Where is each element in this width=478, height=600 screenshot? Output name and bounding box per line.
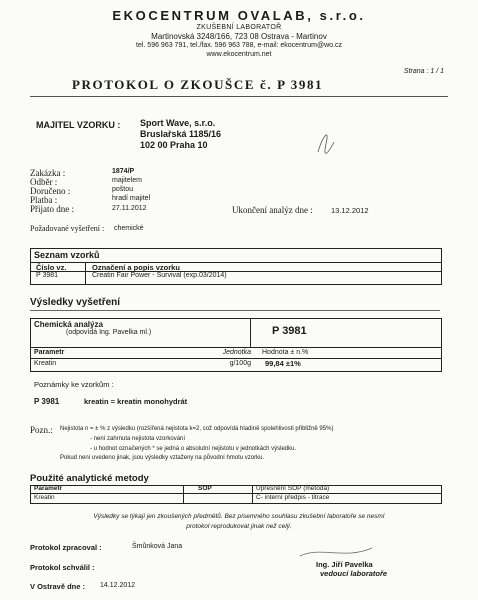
requested-label: Požadované vyšetření : xyxy=(30,224,105,233)
analysis-end-label: Ukončení analýz dne : xyxy=(232,205,313,215)
sample-col-number: Číslo vz. xyxy=(36,263,67,272)
results-value: 99,84 ±1% xyxy=(265,359,301,368)
owner-city: 102 00 Praha 10 xyxy=(140,140,208,150)
date-label: V Ostravě dne : xyxy=(30,582,86,591)
received-label: Přijato dne : xyxy=(30,204,74,214)
order-label: Zakázka : xyxy=(30,168,66,178)
results-col-unit: Jednotka xyxy=(222,349,251,356)
lab-name: ZKUŠEBNÍ LABORATOŘ xyxy=(196,24,282,31)
sample-row-id: P 3981 xyxy=(36,272,59,279)
protocol-title: PROTOKOL O ZKOUŠCE č. P 3981 xyxy=(72,77,324,92)
company-name: EKOCENTRUM OVALAB, s.r.o. xyxy=(112,8,366,23)
company-address: Martinovská 3248/166, 723 08 Ostrava - Martinov xyxy=(151,32,327,41)
date-value: 14.12.2012 xyxy=(100,582,136,589)
page-number: Strana : 1 / 1 xyxy=(403,68,444,75)
results-col-value: Hodnota ± n.% xyxy=(262,349,309,356)
results-col-parameter: Parametr xyxy=(34,349,65,356)
approver-role: vedoucí laboratoře xyxy=(320,569,388,578)
requested-value: chemické xyxy=(114,225,144,232)
order-value: 1874/P xyxy=(112,168,135,175)
signature-scribble xyxy=(300,548,372,556)
owner-street: Bruslařská 1185/16 xyxy=(140,129,222,139)
analysis-responsible: (odpovídá Ing. Pavelka ml.) xyxy=(66,329,152,336)
methods-title: Použité analytické metody xyxy=(30,473,149,484)
absolute-uncertainty-note: - u hodnot označených * se jedná o absolutní nejistotu v jednotkách výsledku. xyxy=(90,446,297,452)
methods-col-method: Upřesnění SOP (metoda) xyxy=(256,485,330,492)
approver-name: Ing. Jiří Pavelka xyxy=(316,560,373,569)
methods-method: C- interní předpis - titrace xyxy=(256,494,330,501)
sampling-uncertainty-note: - není zahrnuta nejistota vzorkování xyxy=(90,436,186,442)
results-unit: g/100g xyxy=(229,360,251,367)
prepared-by-name: Šmůnková Jana xyxy=(132,543,183,550)
disclaimer-line-1: Výsledky se týkají jen zkoušených předmětů. Bez písemného souhlasu zkušební laboratoře se nesmí xyxy=(93,513,385,520)
delivery-label: Doručeno : xyxy=(30,186,71,196)
note-text: kreatin = kreatin monohydrát xyxy=(84,397,188,406)
company-web: www.ekocentrum.net xyxy=(206,51,272,58)
approved-by-label: Protokol schválil : xyxy=(30,563,95,572)
uncertainty-note: Nejistota n = ± % z výsledku (rozšířená nejistota k=2, což odpovídá hladině spolehlivosti přibližně 95%) xyxy=(60,426,334,432)
methods-parameter: Kreatin xyxy=(34,494,55,501)
results-sample-id: P 3981 xyxy=(272,325,307,337)
analysis-end-value: 13.12.2012 xyxy=(331,206,369,215)
sample-col-description: Označení a popis vzorku xyxy=(92,263,180,272)
sample-notes-label: Poznámky ke vzorkům : xyxy=(34,380,114,389)
company-contact: tel. 596 963 791, tel./fax. 596 963 788, e-mail: ekocentrum@wo.cz xyxy=(136,42,342,49)
pozn-label: Pozn.: xyxy=(30,425,53,435)
original-mass-note: Pokud není uvedeno jinak, jsou výsledky vztaženy na původní hmotu vzorku. xyxy=(60,455,265,461)
results-parameter: Kreatin xyxy=(34,360,57,367)
disclaimer-line-2: protokol reprodukovat jinak než celý. xyxy=(186,523,292,530)
sampling-label: Odběr : xyxy=(30,177,58,187)
methods-col-parameter: Parametr xyxy=(34,485,63,492)
methods-col-sop: SOP xyxy=(198,485,212,492)
owner-label: MAJITEL VZORKU : xyxy=(36,120,121,130)
analysis-title: Chemická analýza xyxy=(34,320,103,329)
handwritten-mark xyxy=(318,135,334,153)
results-title: Výsledky vyšetření xyxy=(30,297,121,308)
sample-list-title: Seznam vzorků xyxy=(34,250,100,260)
prepared-by-label: Protokol zpracoval : xyxy=(30,543,102,552)
sampling-value: majitelem xyxy=(112,177,142,184)
payment-label: Platba : xyxy=(30,195,58,205)
delivery-value: poštou xyxy=(112,186,134,193)
received-value: 27.11.2012 xyxy=(112,205,147,212)
payment-value: hradí majitel xyxy=(112,195,151,202)
owner-name: Sport Wave, s.r.o. xyxy=(140,118,216,128)
sample-row-description: Creatin Fair Power - Survival (exp.03/2014) xyxy=(92,272,227,279)
note-sample-id: P 3981 xyxy=(34,397,60,406)
